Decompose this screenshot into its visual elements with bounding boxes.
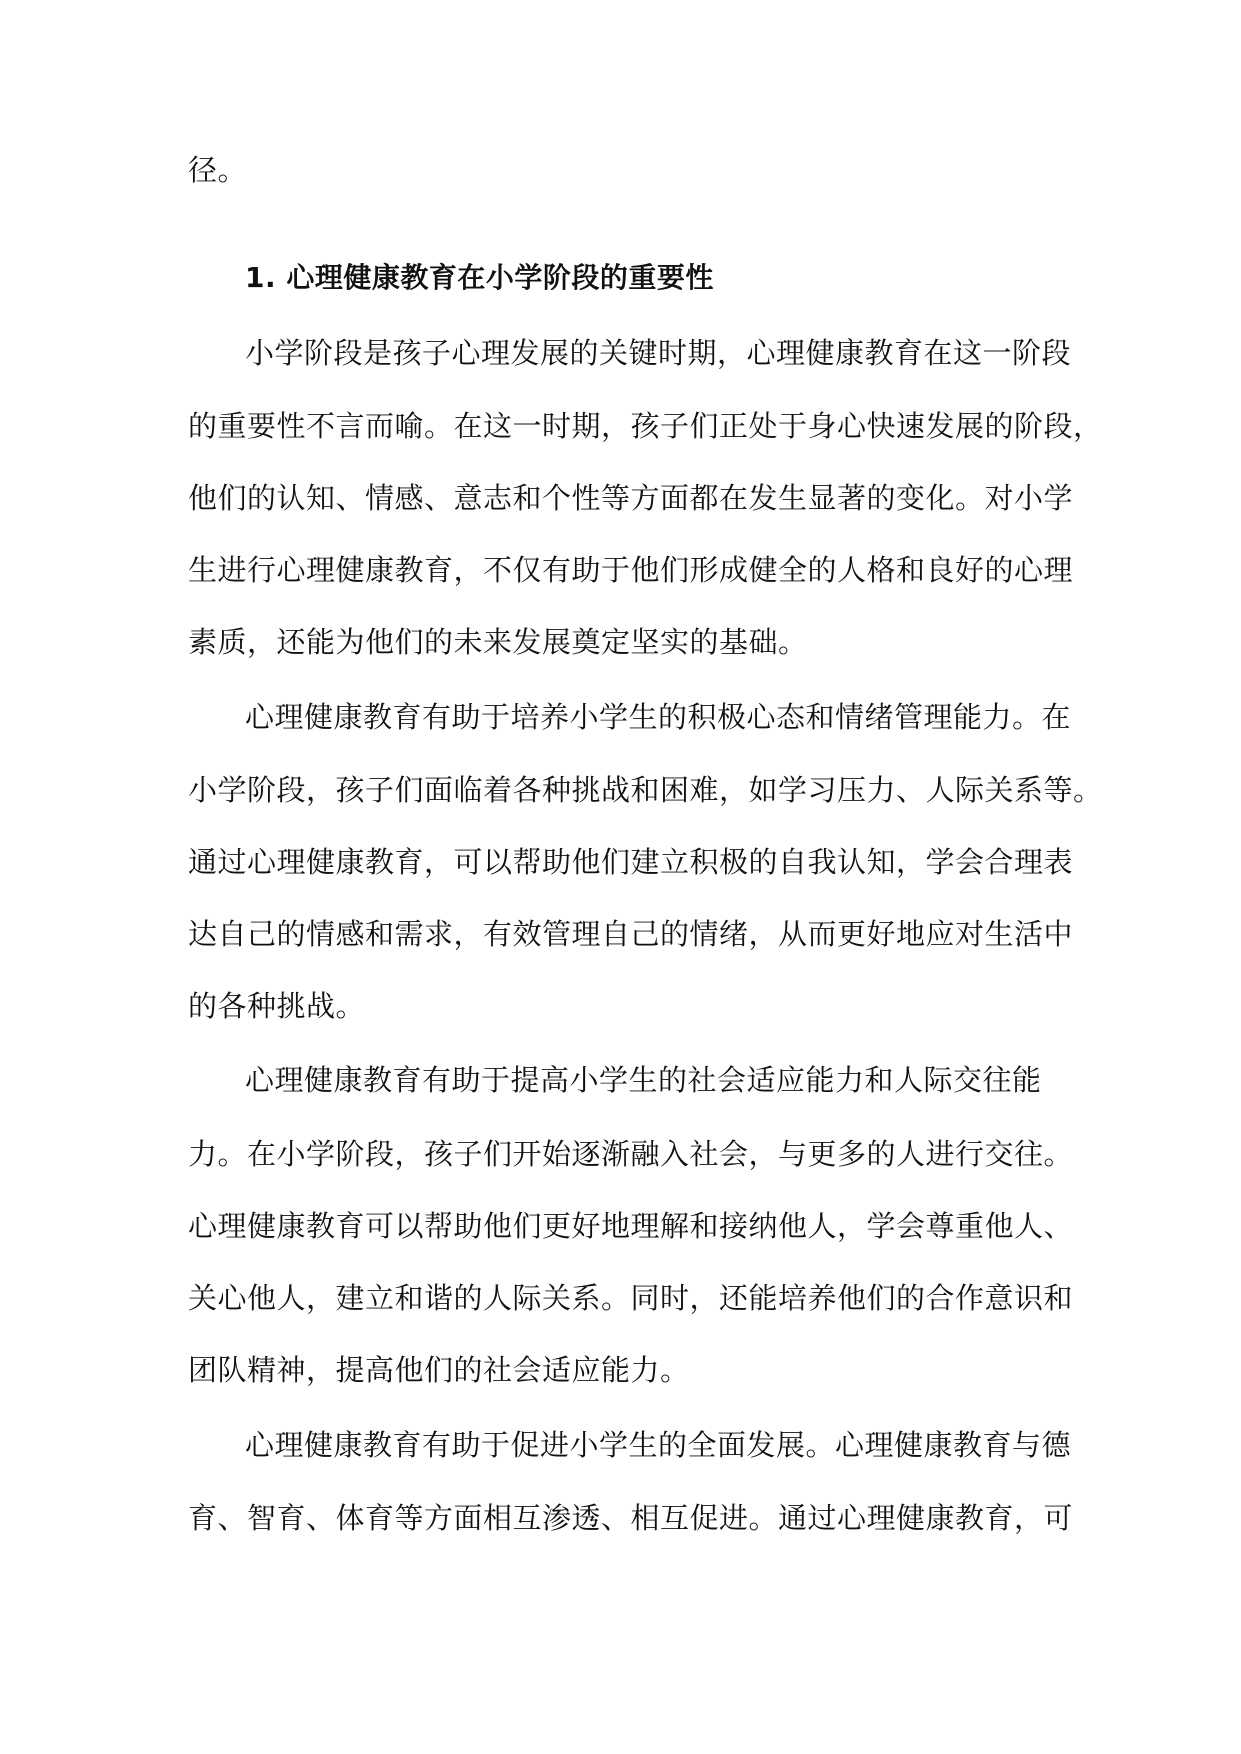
text-line: 心理健康教育有助于提高小学生的社会适应能力和人际交往能 — [245, 1063, 1042, 1097]
section-heading: 1. 心理健康教育在小学阶段的重要性 — [245, 261, 714, 294]
text-line: 团队精神，提高他们的社会适应能力。 — [188, 1353, 690, 1387]
text-line: 力。在小学阶段，孩子们开始逐渐融入社会，与更多的人进行交往。 — [188, 1137, 1074, 1171]
text-line: 他们的认知、情感、意志和个性等方面都在发生显著的变化。对小学 — [188, 481, 1074, 515]
text-line: 心理健康教育可以帮助他们更好地理解和接纳他人，学会尊重他人、 — [188, 1209, 1074, 1243]
text-line: 小学阶段是孩子心理发展的关键时期，心理健康教育在这一阶段 — [245, 336, 1072, 370]
text-line: 小学阶段，孩子们面临着各种挑战和困难，如学习压力、人际关系等。 — [188, 773, 1103, 807]
text-line: 素质，还能为他们的未来发展奠定坚实的基础。 — [188, 625, 808, 659]
text-line: 的各种挑战。 — [188, 989, 366, 1023]
text-line: 心理健康教育有助于培养小学生的积极心态和情绪管理能力。在 — [245, 700, 1072, 734]
text-line: 达自己的情感和需求，有效管理自己的情绪，从而更好地应对生活中 — [188, 917, 1074, 951]
text-line: 育、智育、体育等方面相互渗透、相互促进。通过心理健康教育，可 — [188, 1501, 1074, 1535]
text-line: 关心他人，建立和谐的人际关系。同时，还能培养他们的合作意识和 — [188, 1281, 1074, 1315]
text-line: 生进行心理健康教育，不仅有助于他们形成健全的人格和良好的心理 — [188, 553, 1074, 587]
text-line: 径。 — [188, 153, 248, 187]
text-line: 心理健康教育有助于促进小学生的全面发展。心理健康教育与德 — [245, 1428, 1072, 1462]
text-line: 的重要性不言而喻。在这一时期，孩子们正处于身心快速发展的阶段， — [188, 409, 1103, 443]
text-line: 通过心理健康教育，可以帮助他们建立积极的自我认知，学会合理表 — [188, 845, 1074, 879]
